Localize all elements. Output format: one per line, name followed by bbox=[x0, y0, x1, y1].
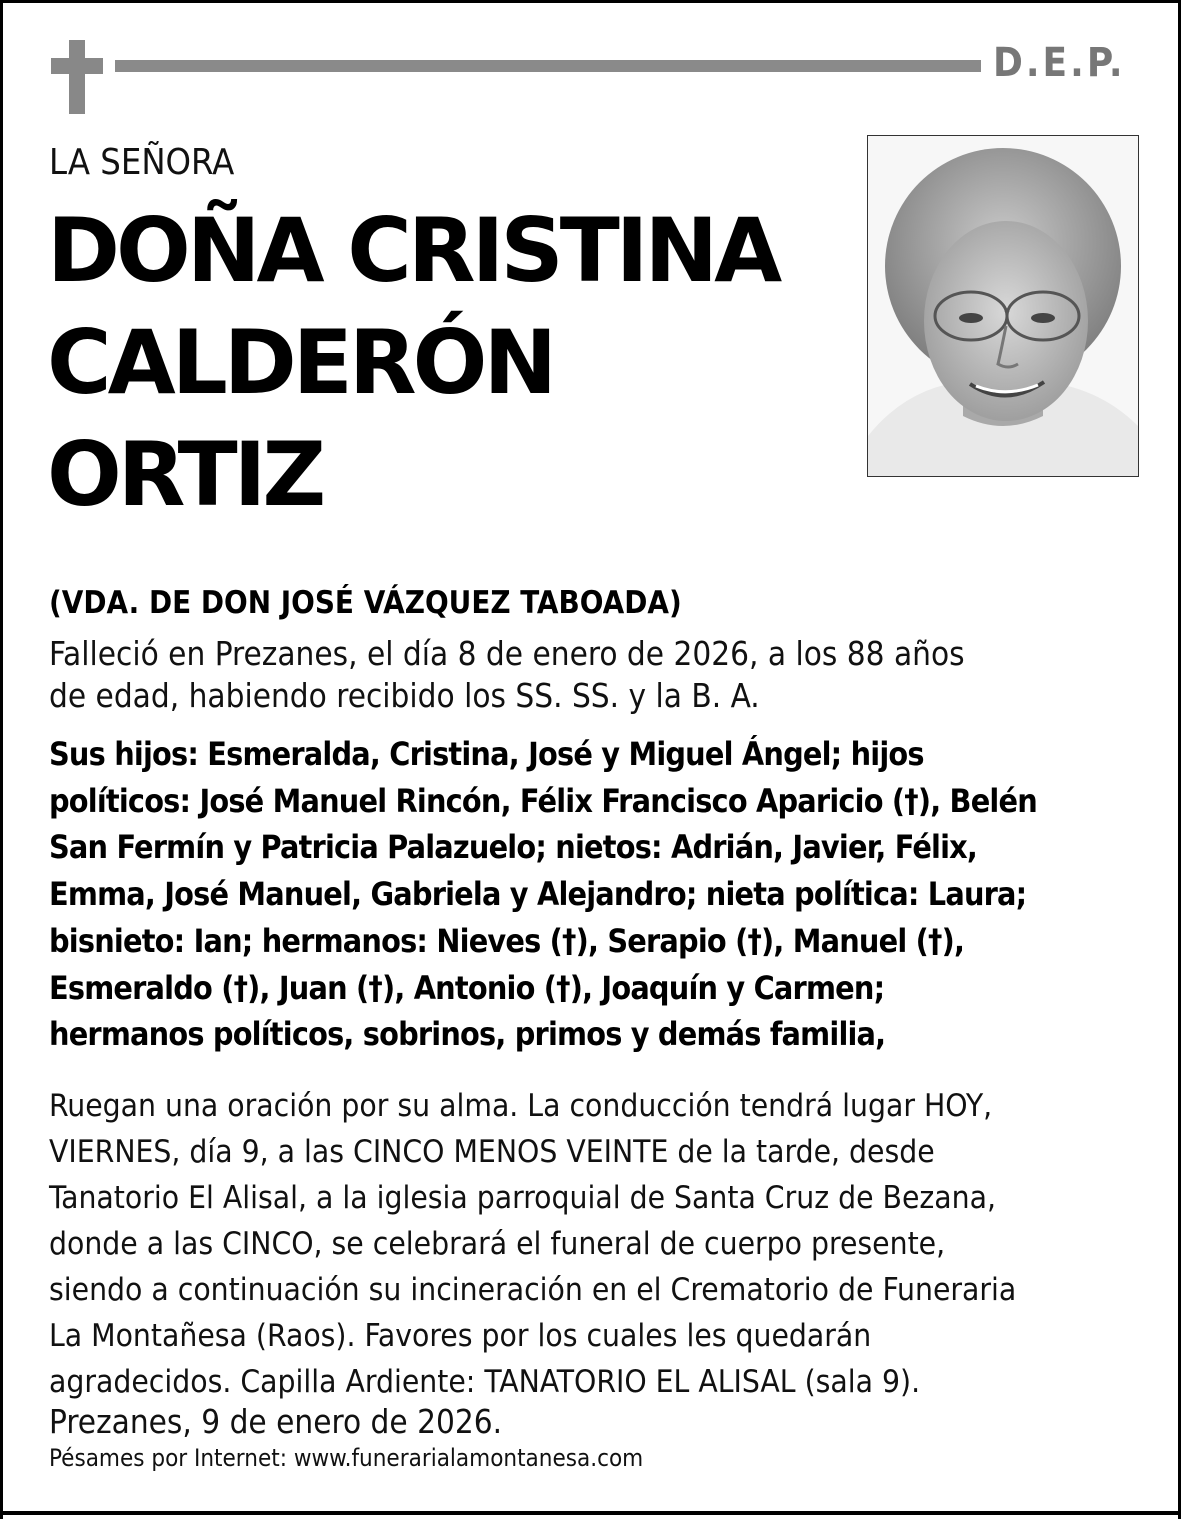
death-notice bbox=[49, 633, 1049, 717]
family-line: políticos: José Manuel Rincón, Félix Francisco Aparicio (†), Belén bbox=[49, 781, 1037, 820]
place-date: Prezanes, 9 de enero de 2026. bbox=[49, 1402, 503, 1441]
family-list bbox=[49, 731, 1149, 1058]
death-line: Falleció en Prezanes, el día 8 de enero de 2026, a los 88 años bbox=[49, 634, 965, 673]
name-line: DOÑA CRISTINA bbox=[47, 199, 779, 302]
funeral-details bbox=[49, 1083, 1149, 1405]
honorific: LA SEÑORA bbox=[49, 142, 235, 183]
header-rule bbox=[115, 60, 981, 72]
family-line: Esmeraldo (†), Juan (†), Antonio (†), Joaquín y Carmen; bbox=[49, 968, 885, 1007]
family-line: Emma, José Manuel, Gabriela y Alejandro; nieta política: Laura; bbox=[49, 875, 1027, 914]
death-line: de edad, habiendo recibido los SS. SS. y la B. A. bbox=[49, 676, 760, 715]
funeral-line: Ruegan una oración por su alma. La conducción tendrá lugar HOY, bbox=[49, 1088, 993, 1124]
funeral-line: donde a las CINCO, se celebrará el funeral de cuerpo presente, bbox=[49, 1226, 946, 1262]
family-line: bisnieto: Ian; hermanos: Nieves (†), Serapio (†), Manuel (†), bbox=[49, 921, 965, 960]
name-line: ORTIZ bbox=[47, 423, 323, 526]
bottom-rule bbox=[3, 1511, 1178, 1515]
cross-icon bbox=[51, 40, 103, 114]
dep-label: D.E.P. bbox=[993, 40, 1126, 86]
funeral-line: siendo a continuación su incineración en el Crematorio de Funeraria bbox=[49, 1272, 1017, 1308]
condolences-website: Pésames por Internet: www.funerarialamontanesa.com bbox=[49, 1444, 644, 1472]
widow-note: (VDA. DE DON JOSÉ VÁZQUEZ TABOADA) bbox=[49, 585, 682, 621]
deceased-name bbox=[47, 195, 847, 531]
funeral-line: La Montañesa (Raos). Favores por los cuales les quedarán bbox=[49, 1318, 872, 1354]
name-line: CALDERÓN bbox=[47, 311, 554, 414]
funeral-line: VIERNES, día 9, a las CINCO MENOS VEINTE de la tarde, desde bbox=[49, 1134, 935, 1170]
portrait-photo bbox=[867, 135, 1139, 477]
portrait-image bbox=[868, 136, 1138, 476]
funeral-line: agradecidos. Capilla Ardiente: TANATORIO EL ALISAL (sala 9). bbox=[49, 1364, 921, 1400]
family-line: Sus hijos: Esmeralda, Cristina, José y Miguel Ángel; hijos bbox=[49, 735, 924, 773]
funeral-line: Tanatorio El Alisal, a la iglesia parroquial de Santa Cruz de Bezana, bbox=[49, 1180, 996, 1216]
family-line: San Fermín y Patricia Palazuelo; nietos: Adrián, Javier, Félix, bbox=[49, 828, 978, 867]
family-line: hermanos políticos, sobrinos, primos y demás familia, bbox=[49, 1015, 886, 1054]
